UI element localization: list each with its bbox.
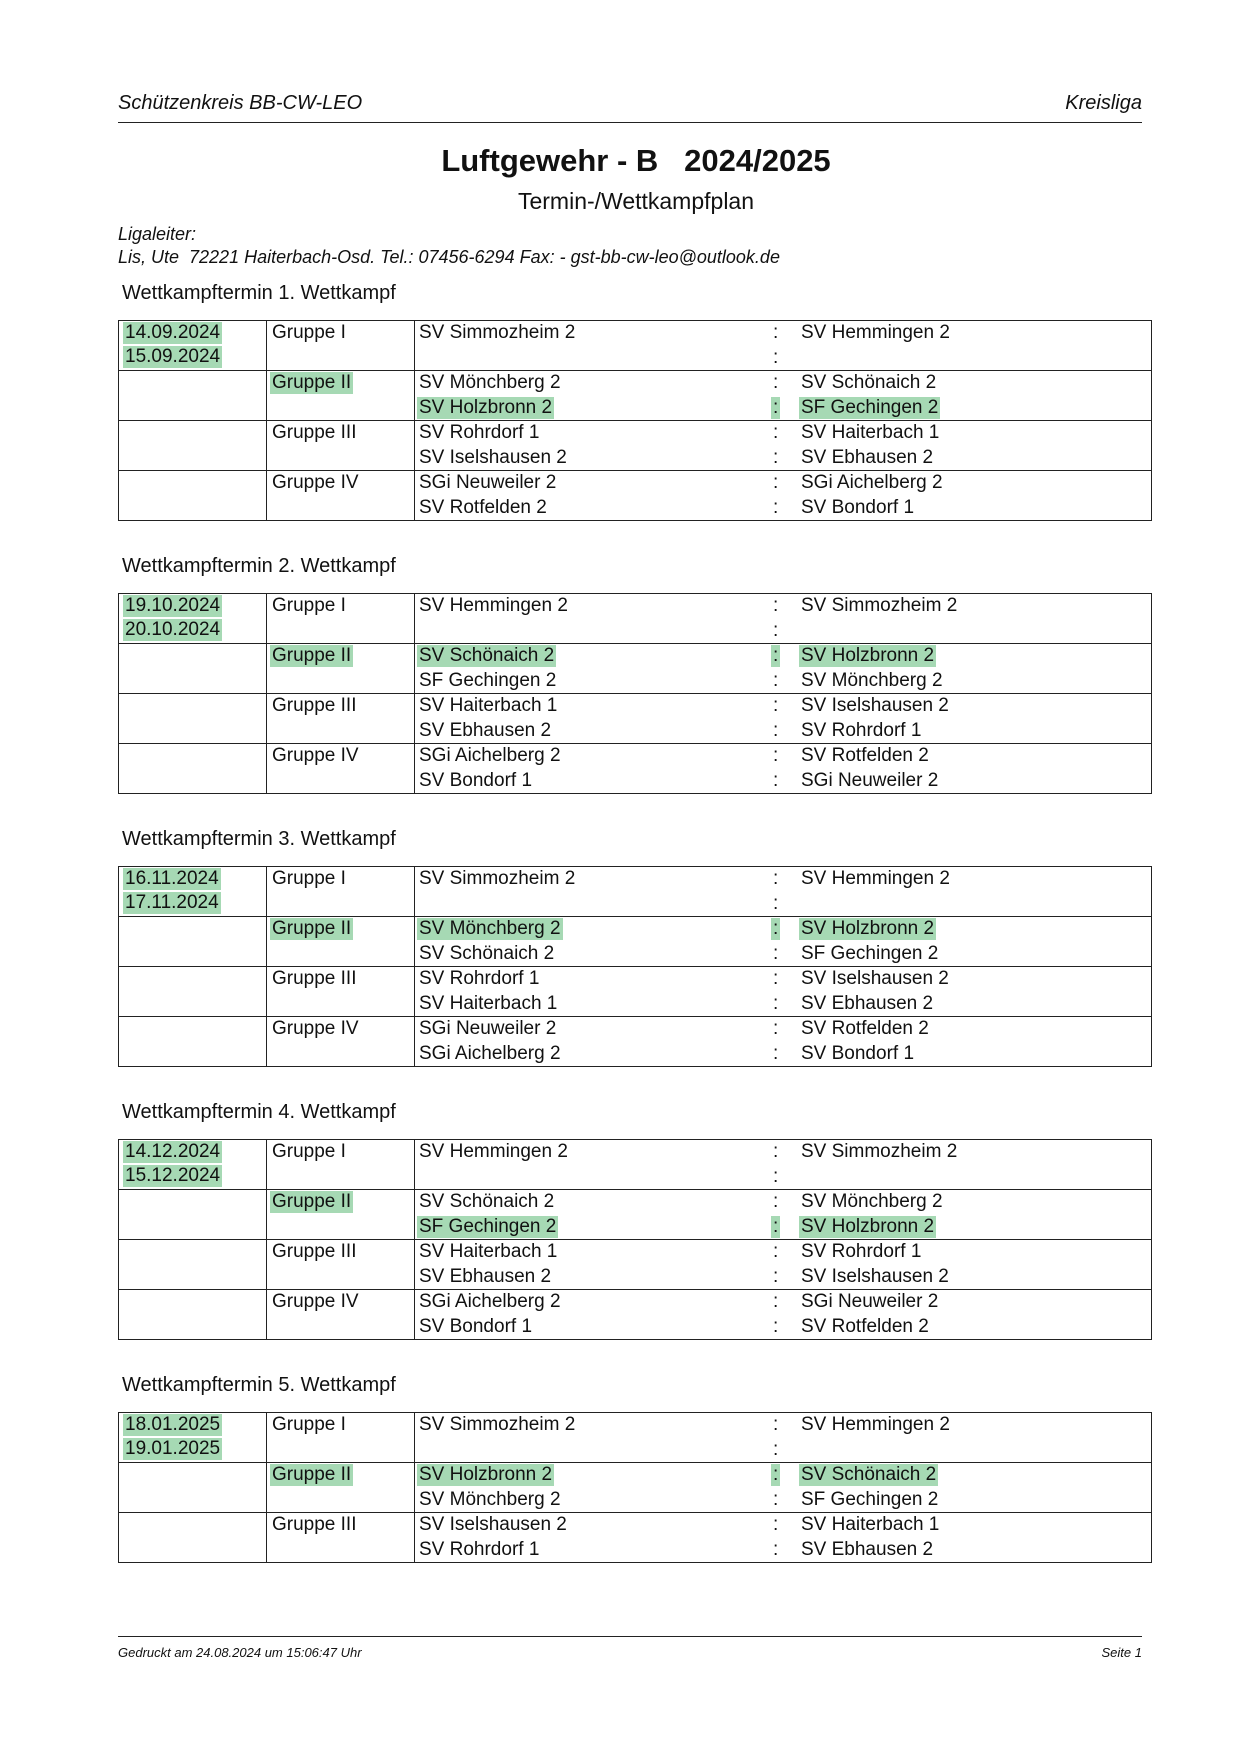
group-row [119, 1289, 1151, 1339]
score-separator: : [773, 1489, 779, 1510]
header-league: Kreisliga [1065, 92, 1142, 114]
score-separator: : [773, 372, 779, 393]
away-team: SGi Aichelberg 2 [801, 472, 943, 493]
match-date: 19.10.2024 [125, 595, 221, 616]
score-separator: : [773, 1241, 779, 1262]
score-separator: : [773, 695, 779, 716]
group-name: Gruppe III [272, 968, 357, 989]
page-title: Luftgewehr - B 2024/2025 [441, 143, 831, 178]
home-team: SGi Aichelberg 2 [419, 745, 561, 766]
away-team: SV Ebhausen 2 [801, 447, 934, 468]
group-name: Gruppe III [272, 1241, 357, 1262]
score-separator: : [773, 1166, 779, 1187]
date-column [119, 1413, 267, 1562]
fixture-table [118, 1139, 1152, 1340]
away-team: SV Rohrdorf 1 [801, 1241, 922, 1262]
group-name: Gruppe IV [272, 472, 359, 493]
home-team: SV Iselshausen 2 [419, 447, 567, 468]
score-separator: : [773, 1266, 779, 1287]
score-separator: : [773, 968, 779, 989]
group-row [119, 916, 1151, 966]
score-separator: : [773, 1141, 779, 1162]
score-separator: : [773, 1291, 779, 1312]
away-team: SV Simmozheim 2 [801, 595, 958, 616]
home-team: SV Schönaich 2 [419, 645, 555, 666]
home-team: SV Simmozheim 2 [419, 322, 576, 343]
score-separator: : [773, 645, 779, 666]
score-separator: : [773, 918, 779, 939]
group-row [119, 594, 1151, 643]
home-team: SV Haiterbach 1 [419, 695, 558, 716]
home-team: SV Holzbronn 2 [419, 397, 553, 418]
page-header [118, 92, 1142, 123]
group-name: Gruppe I [272, 868, 346, 889]
match-date: 17.11.2024 [125, 892, 219, 913]
group-row [119, 1189, 1151, 1239]
away-team: SV Rotfelden 2 [801, 745, 929, 766]
away-team: SGi Neuweiler 2 [801, 1291, 939, 1312]
score-separator: : [773, 745, 779, 766]
group-row [119, 1140, 1151, 1189]
score-separator: : [773, 397, 779, 418]
group-name: Gruppe II [272, 1464, 352, 1485]
group-row [119, 470, 1151, 520]
score-separator: : [773, 1514, 779, 1535]
group-name: Gruppe III [272, 695, 357, 716]
score-separator: : [773, 868, 779, 889]
group-row [119, 867, 1151, 916]
away-team: SV Schönaich 2 [801, 372, 937, 393]
page-number: Seite 1 [1101, 1645, 1142, 1660]
group-name: Gruppe II [272, 918, 352, 939]
group-row [119, 1413, 1151, 1462]
away-team: SGi Neuweiler 2 [801, 770, 939, 791]
home-team: SV Mönchberg 2 [419, 1489, 561, 1510]
score-separator: : [773, 1043, 779, 1064]
group-row [119, 966, 1151, 1016]
home-team: SGi Neuweiler 2 [419, 472, 557, 493]
home-team: SV Ebhausen 2 [419, 720, 552, 741]
group-name: Gruppe II [272, 372, 352, 393]
group-name: Gruppe III [272, 422, 357, 443]
away-team: SV Mönchberg 2 [801, 670, 943, 691]
home-team: SV Simmozheim 2 [419, 868, 576, 889]
section-title: Wettkampftermin 4. Wettkampf [122, 1101, 396, 1123]
home-team: SV Rohrdorf 1 [419, 422, 540, 443]
home-team: SF Gechingen 2 [419, 1216, 557, 1237]
home-team: SV Rohrdorf 1 [419, 968, 540, 989]
group-row [119, 743, 1151, 793]
group-name: Gruppe I [272, 322, 346, 343]
home-team: SGi Aichelberg 2 [419, 1291, 561, 1312]
score-separator: : [773, 943, 779, 964]
away-team: SV Ebhausen 2 [801, 1539, 934, 1560]
home-team: SV Schönaich 2 [419, 943, 555, 964]
away-team: SF Gechingen 2 [801, 943, 939, 964]
league-leader-contact: Lis, Ute 72221 Haiterbach-Osd. Tel.: 07456-6294 Fax: - gst-bb-cw-leo@outlook.de [118, 247, 780, 267]
group-name: Gruppe I [272, 1141, 346, 1162]
fixture-table [118, 866, 1152, 1067]
group-name: Gruppe II [272, 645, 352, 666]
home-team: SV Haiterbach 1 [419, 993, 558, 1014]
group-row [119, 1512, 1151, 1562]
away-team: SV Hemmingen 2 [801, 868, 950, 889]
home-team: SV Rohrdorf 1 [419, 1539, 540, 1560]
score-separator: : [773, 1464, 779, 1485]
page-footer [118, 1636, 1142, 1661]
away-team: SV Haiterbach 1 [801, 422, 940, 443]
home-team: SGi Neuweiler 2 [419, 1018, 557, 1039]
section-title: Wettkampftermin 5. Wettkampf [122, 1374, 396, 1396]
section-title: Wettkampftermin 2. Wettkampf [122, 555, 396, 577]
score-separator: : [773, 1018, 779, 1039]
home-team: SV Mönchberg 2 [419, 918, 561, 939]
away-team: SV Rotfelden 2 [801, 1316, 929, 1337]
home-team: SV Hemmingen 2 [419, 595, 568, 616]
league-leader-block [118, 223, 780, 269]
group-name: Gruppe III [272, 1514, 357, 1535]
home-team: SF Gechingen 2 [419, 670, 557, 691]
away-team: SV Iselshausen 2 [801, 1266, 949, 1287]
home-team: SV Ebhausen 2 [419, 1266, 552, 1287]
date-column [119, 1140, 267, 1339]
away-team: SF Gechingen 2 [801, 1489, 939, 1510]
away-team: SV Schönaich 2 [801, 1464, 937, 1485]
score-separator: : [773, 893, 779, 914]
score-separator: : [773, 1539, 779, 1560]
section-title: Wettkampftermin 3. Wettkampf [122, 828, 396, 850]
home-team: SV Iselshausen 2 [419, 1514, 567, 1535]
group-row [119, 1462, 1151, 1512]
away-team: SV Holzbronn 2 [801, 645, 935, 666]
group-row [119, 643, 1151, 693]
score-separator: : [773, 322, 779, 343]
score-separator: : [773, 422, 779, 443]
group-row [119, 321, 1151, 370]
score-separator: : [773, 447, 779, 468]
fixture-table [118, 1412, 1152, 1563]
home-team: SV Bondorf 1 [419, 1316, 533, 1337]
match-date: 19.01.2025 [125, 1438, 221, 1459]
home-team: SGi Aichelberg 2 [419, 1043, 561, 1064]
away-team: SV Holzbronn 2 [801, 918, 935, 939]
score-separator: : [773, 770, 779, 791]
score-separator: : [773, 595, 779, 616]
fixture-table [118, 593, 1152, 794]
date-column [119, 867, 267, 1066]
group-row [119, 370, 1151, 420]
away-team: SF Gechingen 2 [801, 397, 939, 418]
away-team: SV Bondorf 1 [801, 497, 915, 518]
page-subtitle: Termin-/Wettkampfplan [517, 188, 755, 214]
away-team: SV Hemmingen 2 [801, 1414, 950, 1435]
group-row [119, 1239, 1151, 1289]
away-team: SV Iselshausen 2 [801, 695, 949, 716]
score-separator: : [773, 472, 779, 493]
group-name: Gruppe IV [272, 1018, 359, 1039]
home-team: SV Holzbronn 2 [419, 1464, 553, 1485]
match-date: 20.10.2024 [125, 619, 221, 640]
home-team: SV Schönaich 2 [419, 1191, 555, 1212]
away-team: SV Bondorf 1 [801, 1043, 915, 1064]
group-name: Gruppe I [272, 1414, 346, 1435]
group-name: Gruppe I [272, 595, 346, 616]
away-team: SV Rotfelden 2 [801, 1018, 929, 1039]
home-team: SV Mönchberg 2 [419, 372, 561, 393]
match-date: 18.01.2025 [125, 1414, 221, 1435]
score-separator: : [773, 1316, 779, 1337]
league-leader-label: Ligaleiter: [118, 224, 197, 244]
score-separator: : [773, 1414, 779, 1435]
score-separator: : [773, 720, 779, 741]
home-team: SV Simmozheim 2 [419, 1414, 576, 1435]
match-date: 15.09.2024 [125, 346, 221, 367]
home-team: SV Bondorf 1 [419, 770, 533, 791]
print-timestamp: Gedruckt am 24.08.2024 um 15:06:47 Uhr [118, 1645, 362, 1660]
score-separator: : [773, 1216, 779, 1237]
match-date: 15.12.2024 [125, 1165, 221, 1186]
group-name: Gruppe IV [272, 745, 359, 766]
match-date: 14.09.2024 [125, 322, 221, 343]
score-separator: : [773, 347, 779, 368]
group-row [119, 420, 1151, 470]
score-separator: : [773, 1439, 779, 1460]
score-separator: : [773, 620, 779, 641]
fixture-table [118, 320, 1152, 521]
group-row [119, 1016, 1151, 1066]
score-separator: : [773, 670, 779, 691]
score-separator: : [773, 993, 779, 1014]
group-name: Gruppe II [272, 1191, 352, 1212]
away-team: SV Mönchberg 2 [801, 1191, 943, 1212]
match-date: 16.11.2024 [125, 868, 219, 889]
score-separator: : [773, 497, 779, 518]
away-team: SV Rohrdorf 1 [801, 720, 922, 741]
home-team: SV Haiterbach 1 [419, 1241, 558, 1262]
away-team: SV Hemmingen 2 [801, 322, 950, 343]
away-team: SV Ebhausen 2 [801, 993, 934, 1014]
date-column [119, 321, 267, 520]
header-organization: Schützenkreis BB-CW-LEO [118, 92, 363, 114]
home-team: SV Hemmingen 2 [419, 1141, 568, 1162]
section-title: Wettkampftermin 1. Wettkampf [122, 282, 396, 304]
away-team: SV Holzbronn 2 [801, 1216, 935, 1237]
away-team: SV Iselshausen 2 [801, 968, 949, 989]
group-row [119, 693, 1151, 743]
group-name: Gruppe IV [272, 1291, 359, 1312]
score-separator: : [773, 1191, 779, 1212]
home-team: SV Rotfelden 2 [419, 497, 547, 518]
away-team: SV Simmozheim 2 [801, 1141, 958, 1162]
match-date: 14.12.2024 [125, 1141, 221, 1162]
away-team: SV Haiterbach 1 [801, 1514, 940, 1535]
date-column [119, 594, 267, 793]
